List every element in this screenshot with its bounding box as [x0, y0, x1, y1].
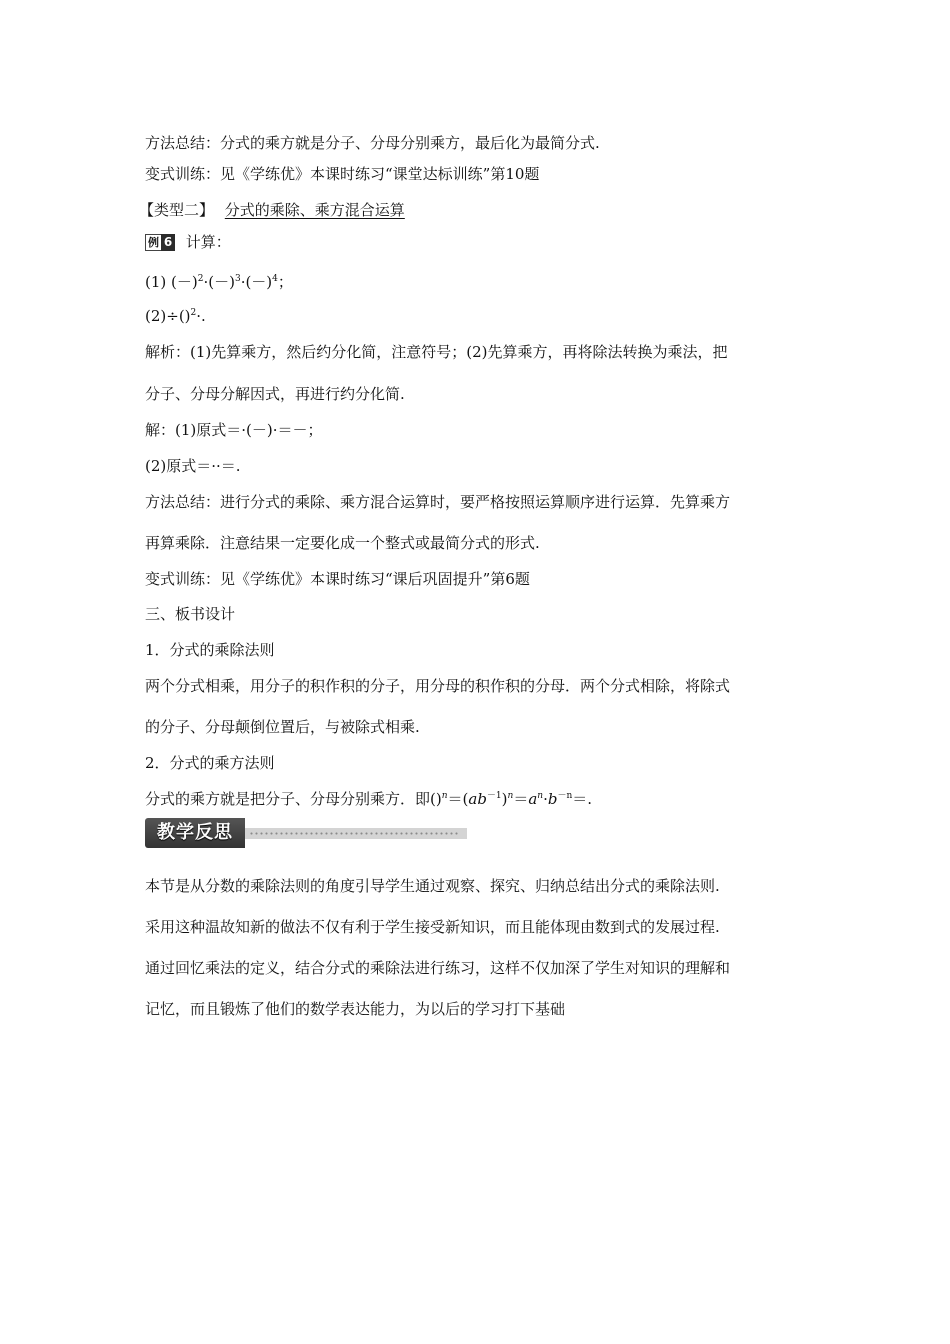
analysis-line-2: 分子、分母分解因式，再进行约分化简.: [145, 385, 405, 403]
rule-1-title: 1．分式的乘除法则: [145, 641, 275, 659]
practice-note-1: 变式训练：见《学练优》本课时练习“课堂达标训练”第10题: [145, 165, 540, 183]
question-2: (2)÷()$^2$·.: [145, 307, 206, 325]
reflection-line-3: 通过回忆乘法的定义，结合分式的乘除法进行练习，这样不仅加深了学生对知识的理解和: [145, 959, 731, 977]
solution-line-2: (2)原式＝··＝.: [145, 457, 241, 475]
banner-dots: [249, 832, 459, 835]
analysis-line-1: 解析：(1)先算乘方，然后约分化简，注意符号；(2)先算乘方，再将除法转换为乘法，把: [145, 343, 728, 361]
method-summary-2a: 方法总结：进行分式的乘除、乘方混合运算时，要严格按照运算顺序进行运算．先算乘方: [145, 493, 731, 511]
rule-1-text-a: 两个分式相乘，用分子的积作积的分子，用分母的积作积的分母．两个分式相除，将除式: [145, 677, 731, 695]
reflection-line-2: 采用这种温故知新的做法不仅有利于学生接受新知识，而且能体现由数到式的发展过程.: [145, 918, 720, 936]
reflection-banner: [145, 818, 467, 848]
example-text: 计算：: [185, 233, 231, 251]
example-badge-icon: 例 6: [145, 234, 175, 250]
example-6-line: [145, 232, 231, 252]
method-summary-2b: 再算乘除．注意结果一定要化成一个整式或最简分式的形式.: [145, 534, 540, 552]
question-1: (1) $(-)^2\cdot(-)^3\cdot(-)^4$；: [145, 273, 293, 291]
reflection-line-4: 记忆，而且锻炼了他们的数学表达能力，为以后的学习打下基础: [145, 1000, 566, 1018]
practice-note-2: 变式训练：见《学练优》本课时练习“课后巩固提升”第6题: [145, 570, 530, 588]
rule-1-text-b: 的分子、分母颠倒位置后，与被除式相乘.: [145, 718, 420, 736]
method-summary-1: 方法总结：分式的乘方就是分子、分母分别乘方，最后化为最简分式.: [145, 134, 600, 152]
type2-heading: [139, 200, 405, 220]
reflection-line-1: 本节是从分数的乘除法则的角度引导学生通过观察、探究、归纳总结出分式的乘除法则.: [145, 877, 720, 895]
type2-title: 分式的乘除、乘方混合运算: [224, 201, 405, 219]
section-3-heading: 三、板书设计: [145, 605, 236, 623]
type2-bracket: 【类型二】: [139, 201, 215, 219]
rule-2-text: 分式的乘方就是把分子、分母分别乘方．即$()^n=(ab^{-1})^n=a^n\cdot b^{-n}=$.: [145, 790, 593, 808]
reflection-title: 教学反思: [145, 818, 245, 848]
rule-2-title: 2．分式的乘方法则: [145, 754, 275, 772]
solution-line-1: 解：(1)原式＝·(－)·＝－；: [145, 421, 323, 439]
